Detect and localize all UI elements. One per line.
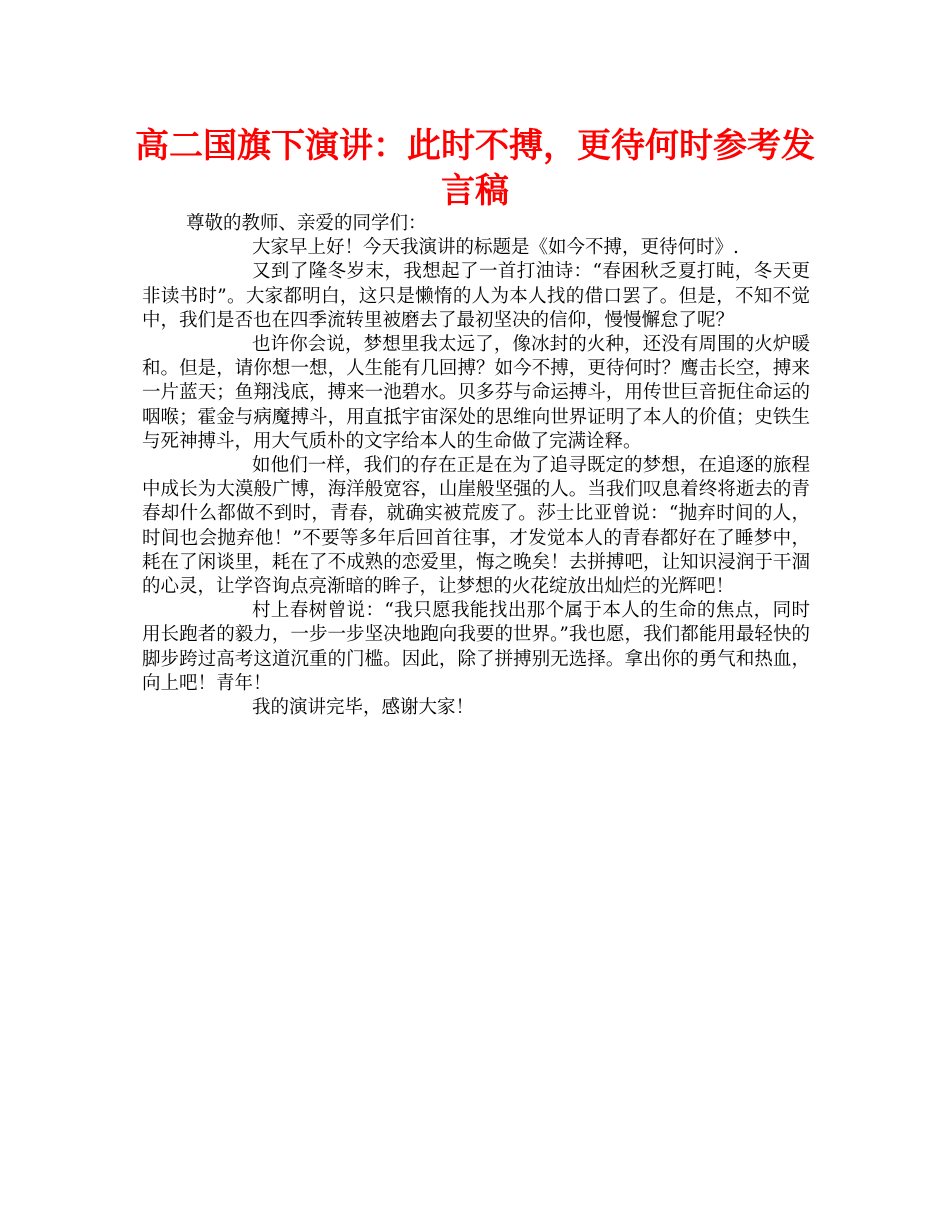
paragraph-winter: 又到了隆冬岁末，我想起了一首打油诗：“春困秋乏夏打盹，冬天更非读书时”。大家都明白，这只是懒惰的人为本人找的借口罢了。但是，不知不觉中，我们是否也在四季流转里被磨去了最初坚决的信仰，慢慢懈怠了呢？ (142, 261, 810, 331)
salutation: 尊敬的教师、亲爱的同学们： (186, 213, 427, 234)
document-title: 高二国旗下演讲：此时不搏，更待何时参考发言稿 (135, 126, 815, 211)
speech-body (142, 212, 810, 720)
paragraph-struggle: 也许你会说，梦想里我太远了，像冰封的火种，还没有周围的火炉暖和。但是，请你想一想，人生能有几回搏？如今不搏，更待何时？鹰击长空，搏来一片蓝天；鱼翔浅底，搏来一池碧水。贝多芬与命运搏斗，用传世巨音扼住命运的咽喉；霍金与病魔搏斗，用直抵宇宙深处的思维向世界证明了本人的价值；史铁生与死神搏斗，用大气质朴的文字给本人的生命做了完满诠释。 (142, 334, 810, 452)
paragraph-closing: 我的演讲完毕，感谢大家！ (252, 697, 475, 719)
paragraph-murakami: 村上春树曾说：“我只愿我能找出那个属于本人的生命的焦点，同时用长跑者的毅力，一步一步坚决地跑向我要的世界。”我也愿，我们都能用最轻快的脚步跨过高考这道沉重的门槛。因此，除了拼搏别无选择。拿出你的勇气和热血，向上吧！青年！ (142, 600, 810, 694)
paragraph-greeting: 大家早上好！今天我演讲的标题是《如今不搏，更待何时》. (252, 237, 739, 259)
paragraph-youth: 如他们一样，我们的存在正是在为了追寻既定的梦想，在追逐的旅程中成长为大漠般广博，海洋般宽容，山崖般坚强的人。当我们叹息着终将逝去的青春却什么都做不到时，青春，就确实被荒废了。莎士比亚曾说：“抛弃时间的人，时间也会抛弃他！”不要等多年后回首往事，才发觉本人的青春都好在了睡梦中，耗在了闲谈里，耗在了不成熟的恋爱里，悔之晚矣！去拼搏吧，让知识浸润于干涸的心灵，让学咨询点亮渐暗的眸子，让梦想的火花绽放出灿烂的光辉吧！ (142, 455, 810, 598)
